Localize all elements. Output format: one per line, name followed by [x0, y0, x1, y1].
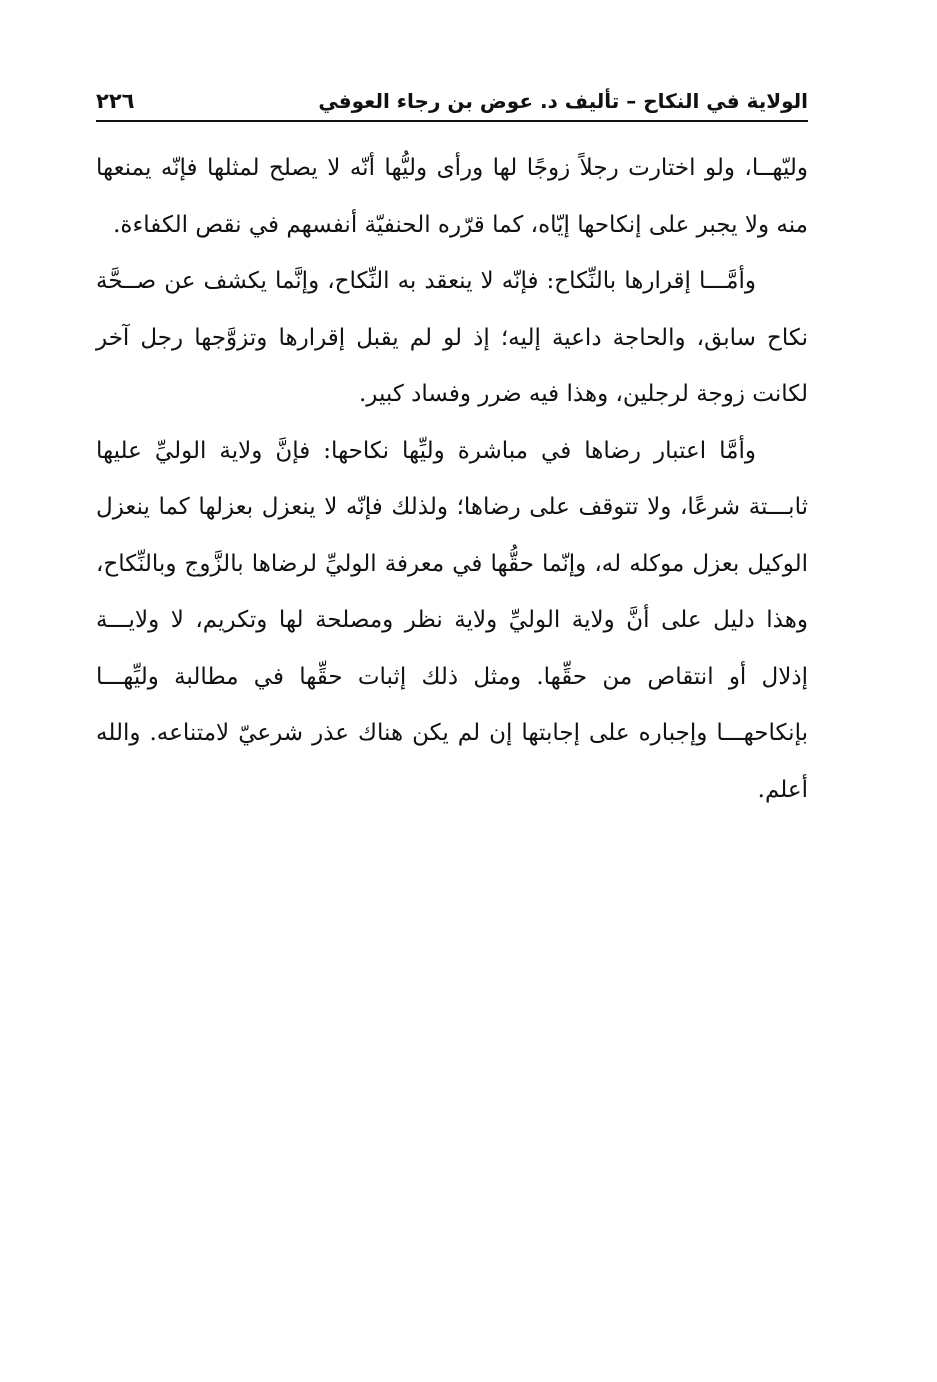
main-text — [96, 140, 808, 818]
running-header — [96, 84, 808, 120]
page-number: ٢٢٦ — [96, 89, 135, 113]
paragraph-continuation: وليّهــا، ولو اختارت رجلاً زوجًا لها ورأى وليُّها أنّه لا يصلح لمثلها فإنّه يمنعها منه ولا يجبر على إنكاحها إيّاه، كما قرّره الحنفيّة أنفسهم في نقص الكفاءة. — [96, 155, 808, 238]
paragraph-iqrar: وأمَّـــا إقرارها بالنِّكاح: فإنّه لا ينعقد به النِّكاح، وإنَّما يكشف عن صــحَّة نكاح سابق، والحاجة داعية إليه؛ إذ لو لم يقبل إقرارها وتزوَّجها رجل آخر لكانت زوجة لرجلين، وهذا فيه ضرر وفساد كبير. — [96, 268, 808, 407]
header-divider — [96, 120, 808, 122]
paragraph-consent: وأمَّا اعتبار رضاها في مباشرة وليِّها نكاحها: فإنَّ ولاية الوليِّ عليها ثابـــتة شرعًا، ولا تتوقف على رضاها؛ ولذلك فإنّه لا ينعزل بعزلها كما ينعزل الوكيل بعزل موكله له، وإنّما حقُّها في معرفة الوليِّ لرضاها بالزَّوج وبالنِّكاح، وهذا دليل على أنَّ ولاية الوليِّ ولاية نظر ومصلحة لها وتكريم، لا ولايـــة إذلال أو انتقاص من حقِّها. ومثل ذلك إثبات حقِّها في مطالبة وليِّهـــا بإنكاحهـــا وإجباره على إجابتها إن لم يكن هناك عذر شرعيّ لامتناعه. والله أعلم. — [96, 437, 808, 803]
book-title-header: الولاية في النكاح – تأليف د. عوض بن رجاء العوفي — [318, 89, 808, 113]
